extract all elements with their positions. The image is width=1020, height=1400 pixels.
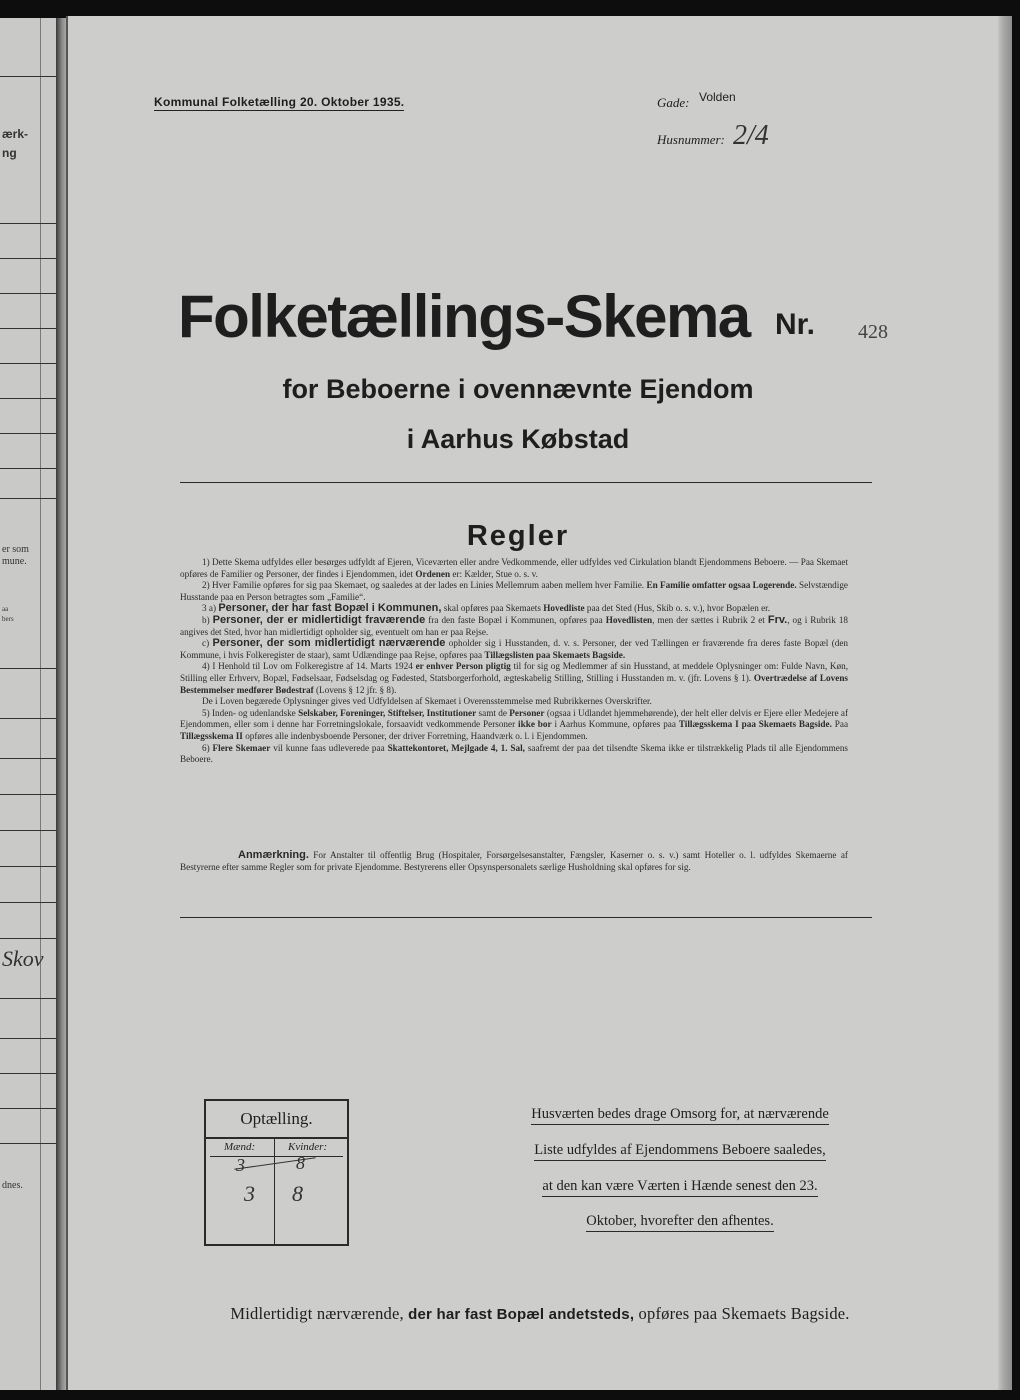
notice-line-2: Liste udfyldes af Ejendommens Beboere saaledes, bbox=[510, 1142, 850, 1159]
note-label: Anmærkning. bbox=[238, 849, 309, 861]
rule-5: 5) Inden- og udenlandske Selskaber, Foreninger, Stiftelser, Institutioner samt de Personer (ogsaa i Udlandet hjemmehørende), der helt eller delvis er Ejere eller Medejere af Ejendommen, eller som i denne har Forretningslokale, forsaavidt vedkommende Personer ikke bor i Aarhus Kommune, opføres paa Tillægsskema I paa Skemaets Bagside. Paa Tillægsskema II opføres alle indenbysboende Personer, der driver Forretning, Haandværk o. l. i Ejendommen. bbox=[180, 707, 849, 741]
note-text: For Anstalter til offentlig Brug (Hospitaler, Forsørgelsesanstalter, Fængsler, Kaserner o. s. v.) samt Hoteller o. l. udfyldes Skemaerne af Bestyrerne efter samme Regler som for private Ejendomme. Bestyrerens eller Opsynspersonalets særlige Husholdning skal opføres for sig. bbox=[180, 850, 848, 872]
left-rule bbox=[0, 258, 56, 259]
left-rule bbox=[0, 938, 56, 939]
tally-women-value: 8 bbox=[292, 1181, 303, 1206]
rule-3c: c) Personer, der som midlertidigt nærværende opholder sig i Husstanden, d. v. s. Personer, der ved Tællingen er fraværende fra deres faste Bopæl (den Kommune, i hvis Folkeregister de staar), samt Udlændinge paa Rejse, opføres paa Tillægslisten paa Skemaets Bagside. bbox=[180, 637, 849, 660]
rule-1: 1) Dette Skema udfyldes eller besørges udfyldt af Ejeren, Viceværten eller andre Vedkommende, eller udfyldes ved Cirkulation blandt Ejendommens Beboere. — Paa Skemaet opføres de Familier og Personer, der findes i Ejendommen, idet Ordenen er: Kælder, Stue o. s. v. bbox=[180, 557, 848, 579]
street-label: Gade: bbox=[657, 95, 690, 110]
rule-4-cont: De i Loven begærede Oplysninger gives ved Udfyldelsen af Skemaet i Overensstemmelse med Rubrikkernes Overskrifter. bbox=[202, 696, 652, 707]
tally-divider bbox=[274, 1137, 275, 1244]
tally-men-label: Mænd: bbox=[224, 1141, 256, 1153]
rule-4: 4) I Henhold til Lov om Folkeregistre af 14. Marts 1924 er enhver Person pligtig til for sig og Medlemmer af sin Husstand, at meddele Oplysninger om: Fulde Navn, Køn, Stilling eller Erhverv, Bopæl, Fødselsaar, Fødselsdag og Fødested, Statsborgerforhold, ægteskabelig Stilling, Stilling i Husstanden m. v. (jfr. Lovens § 1). Overtrædelse af Lovens Bestemmelser medfører Bødestraf (Lovens § 12 jfr. § 8). bbox=[180, 661, 849, 695]
left-rule bbox=[0, 433, 56, 434]
rule-2: 2) Hver Familie opføres for sig paa Skemaet, og saaledes at der lades en Linies Mellemrum aaben mellem hver Familie. En Familie omfatter ogsaa Logerende. Selvstændige Husstande paa en Person betragtes som „Familie“. bbox=[180, 580, 849, 602]
left-handwriting: Skov bbox=[2, 946, 44, 971]
annotation-note bbox=[180, 850, 848, 873]
left-rule bbox=[0, 223, 56, 224]
rules-text bbox=[180, 557, 848, 766]
tally-men-struck: 3 bbox=[236, 1155, 245, 1175]
notice-line-3: at den kan være Værten i Hænde senest den 23. bbox=[510, 1178, 850, 1195]
left-rule bbox=[0, 498, 56, 499]
form-number-label: Nr. bbox=[775, 308, 816, 341]
left-rule bbox=[0, 328, 56, 329]
rule-3a: 3 a) Personer, der har fast Bopæl i Kommunen, skal opføres paa Skemaets Hovedliste paa det Sted (Hus, Skib o. s. v.), hvor Bopælen er. bbox=[202, 602, 771, 615]
left-fragment-text: er som bbox=[2, 544, 29, 555]
left-rule bbox=[0, 866, 56, 867]
tally-header-rule bbox=[210, 1156, 343, 1157]
rule-6: 6) Flere Skemaer vil kunne faas udleverede paa Skattekontoret, Mejlgade 4, 1. Sal, saafremt der paa det tilsendte Skema ikke er tilstrækkelig Plads til alle Ejendommens Beboere. bbox=[180, 742, 848, 765]
tally-women-label: Kvinder: bbox=[288, 1141, 328, 1153]
tally-men-value: 3 bbox=[244, 1181, 255, 1206]
house-number-value: 2/4 bbox=[733, 120, 769, 151]
tally-box bbox=[204, 1099, 349, 1246]
left-rule bbox=[0, 1108, 56, 1109]
left-rule bbox=[0, 76, 56, 77]
left-rule bbox=[0, 363, 56, 364]
divider bbox=[180, 917, 872, 918]
tally-women-struck: 8 bbox=[296, 1153, 305, 1173]
left-page-fragment bbox=[0, 18, 58, 1390]
left-fragment-text: bers bbox=[2, 615, 14, 623]
rule-3b: b) Personer, der er midlertidigt fraværende fra den faste Bopæl i Kommunen, opføres paa Hovedlisten, men der sættes i Rubrik 2 et Frv., og i Rubrik 18 angives det Sted, hvor han midlertidigt opholder sig, eventuelt om han er paa Rejse. bbox=[180, 613, 849, 637]
left-rule bbox=[0, 758, 56, 759]
form-subtitle: for Beboerne i ovennævnte Ejendom bbox=[282, 374, 754, 404]
page-edge bbox=[998, 16, 1012, 1390]
left-rule bbox=[0, 668, 56, 669]
left-rule bbox=[0, 1038, 56, 1039]
left-fragment-text: dnes. bbox=[2, 1180, 23, 1191]
left-rule bbox=[0, 398, 56, 399]
left-rule bbox=[0, 998, 56, 999]
census-form-page bbox=[66, 16, 1012, 1390]
left-rule bbox=[0, 293, 56, 294]
left-rule bbox=[0, 794, 56, 795]
left-rule bbox=[0, 830, 56, 831]
left-rule bbox=[0, 1073, 56, 1074]
left-fragment-text: ærk- bbox=[2, 127, 29, 141]
left-rule bbox=[0, 902, 56, 903]
tally-title: Optælling. bbox=[206, 1101, 347, 1139]
left-rule bbox=[0, 718, 56, 719]
notice-line-4: Oktober, hvorefter den afhentes. bbox=[510, 1213, 850, 1230]
left-fragment-text: aa bbox=[2, 605, 9, 613]
house-number-label: Husnummer: bbox=[657, 132, 725, 147]
census-header: Kommunal Folketælling 20. Oktober 1935. bbox=[154, 95, 405, 109]
form-subtitle-city: i Aarhus Købstad bbox=[406, 424, 630, 454]
left-fragment-text: ng bbox=[2, 146, 17, 160]
form-title: Folketællings-Skema bbox=[178, 283, 750, 350]
footer-note: Midlertidigt nærværende, der har fast Bopæl andetsteds, opføres paa Skemaets Bagside. bbox=[230, 1304, 850, 1323]
left-fragment-text: mune. bbox=[2, 556, 27, 567]
notice-line-1: Husværten bedes drage Omsorg for, at nærværende bbox=[510, 1106, 850, 1123]
left-rule bbox=[0, 468, 56, 469]
rules-heading: Regler bbox=[466, 520, 570, 552]
divider bbox=[180, 482, 872, 483]
form-number-value: 428 bbox=[858, 321, 888, 343]
street-value: Volden bbox=[699, 90, 736, 104]
left-rule bbox=[0, 1143, 56, 1144]
